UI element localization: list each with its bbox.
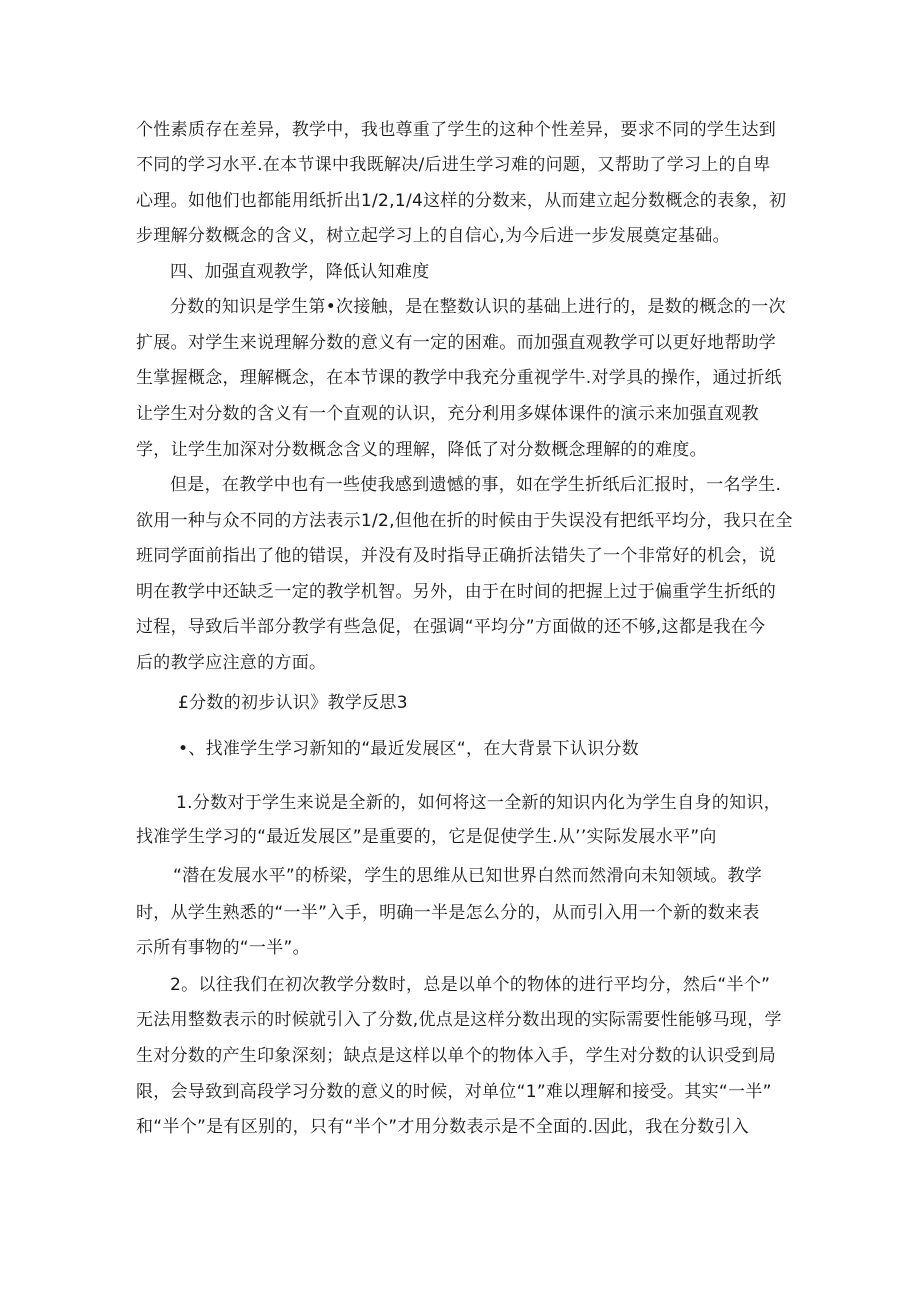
text-line: 2。以往我们在初次教学分数时，总是以单个的物体的进行平均分，然后“半个”	[170, 975, 771, 995]
text-line: 后的教学应注意的方面。	[136, 653, 327, 673]
text-line: 限，会导致到高段学习分数的意义的时候，对单位“1”难以理解和接受。其实“一半”	[136, 1082, 772, 1102]
section-heading: •、找准学生学习新知的“最近发展区“，在大背景下认识分数	[178, 739, 640, 759]
text-line: 分数的知识是学生第•次接触，是在整数认识的基础上进行的，是数的概念的一次	[170, 297, 786, 317]
text-line: 示所有事物的“一半”。	[136, 938, 310, 958]
text-line: 个性素质存在差异，教学中，我也尊重了学生的这种个性差异，要求不同的学生达到	[136, 120, 777, 140]
text-line: 欲用一种与众不同的方法表示1/2,但他在折的时候由于失误没有把纸平均分，我只在全	[136, 511, 793, 531]
section-title: £分数的初步认识》教学反思3	[178, 693, 408, 713]
text-line: 时，从学生熟悉的“一半”入手，明确一半是怎么分的，从而引入用一个新的数来表	[136, 903, 760, 923]
text-line: 无法用整数表示的时候就引入了分数,优点是这样分数出现的实际需要性能够马现，学	[136, 1010, 782, 1030]
text-line: 明在教学中还缺乏一定的教学机智。另外，由于在时间的把握上过于偏重学生折纸的	[136, 582, 777, 602]
section-heading: 四、加强直观教学，降低认知难度	[170, 262, 430, 282]
text-line: 不同的学习水平.在本节课中我既解决/后进生学习难的问题，又帮助了学习上的自卑	[136, 155, 771, 175]
text-line: 扩展。对学生来说理解分数的意义有一定的困难。而加强直观教学可以更好地帮助学	[136, 333, 777, 353]
text-line: 但是，在教学中也有一些使我感到遗憾的事，如在学生折纸后汇报时，一名学生.	[170, 475, 782, 495]
text-line: 和“半个”是有区别的，只有“半个”才用分数表示是不全面的.因此，我在分数引入	[136, 1117, 750, 1137]
text-line: 让学生对分数的含义有一个直观的认识，充分利用多媒体课件的演示来加强直观教	[136, 404, 759, 424]
text-line: 学，让学生加深对分数概念含义的理解，降低了对分数概念理解的的难度。	[136, 440, 707, 460]
text-line: “潜在发展水平”的桥梁，学生的思维从已知世界白然而然滑向未知领域。教学	[173, 866, 763, 886]
text-line: 心理。如他们也都能用纸折出1/2,1/4这样的分数来，从而建立起分数概念的表象，初	[136, 191, 787, 211]
text-line: 步理解分数概念的含义，树立起学习上的自信心,为今后进一步发展奠定基础。	[136, 226, 730, 246]
text-line: 生掌握概念，理解概念，在本节课的教学中我充分重视学牛.对学具的操作，通过折纸	[136, 368, 782, 388]
text-line: 1.分数对于学生来说是全新的，如何将这一全新的知识内化为学生自身的知识，	[176, 793, 782, 813]
text-line: 过程，导致后半部分教学有些急促，在强调“平均分”方面做的还不够,这都是我在今	[136, 617, 766, 637]
text-line: 班同学面前指出了他的错误，并没有及时指导正确折法错失了一个非常好的机会，说	[136, 546, 777, 566]
text-line: 生对分数的产生印象深刻；缺点是这样以单个的物体入手，学生对分数的认识受到局	[136, 1046, 777, 1066]
text-line: 找准学生学习的“最近发展区”是重要的，它是促使学生.从’’实际发展水平”向	[136, 827, 717, 847]
